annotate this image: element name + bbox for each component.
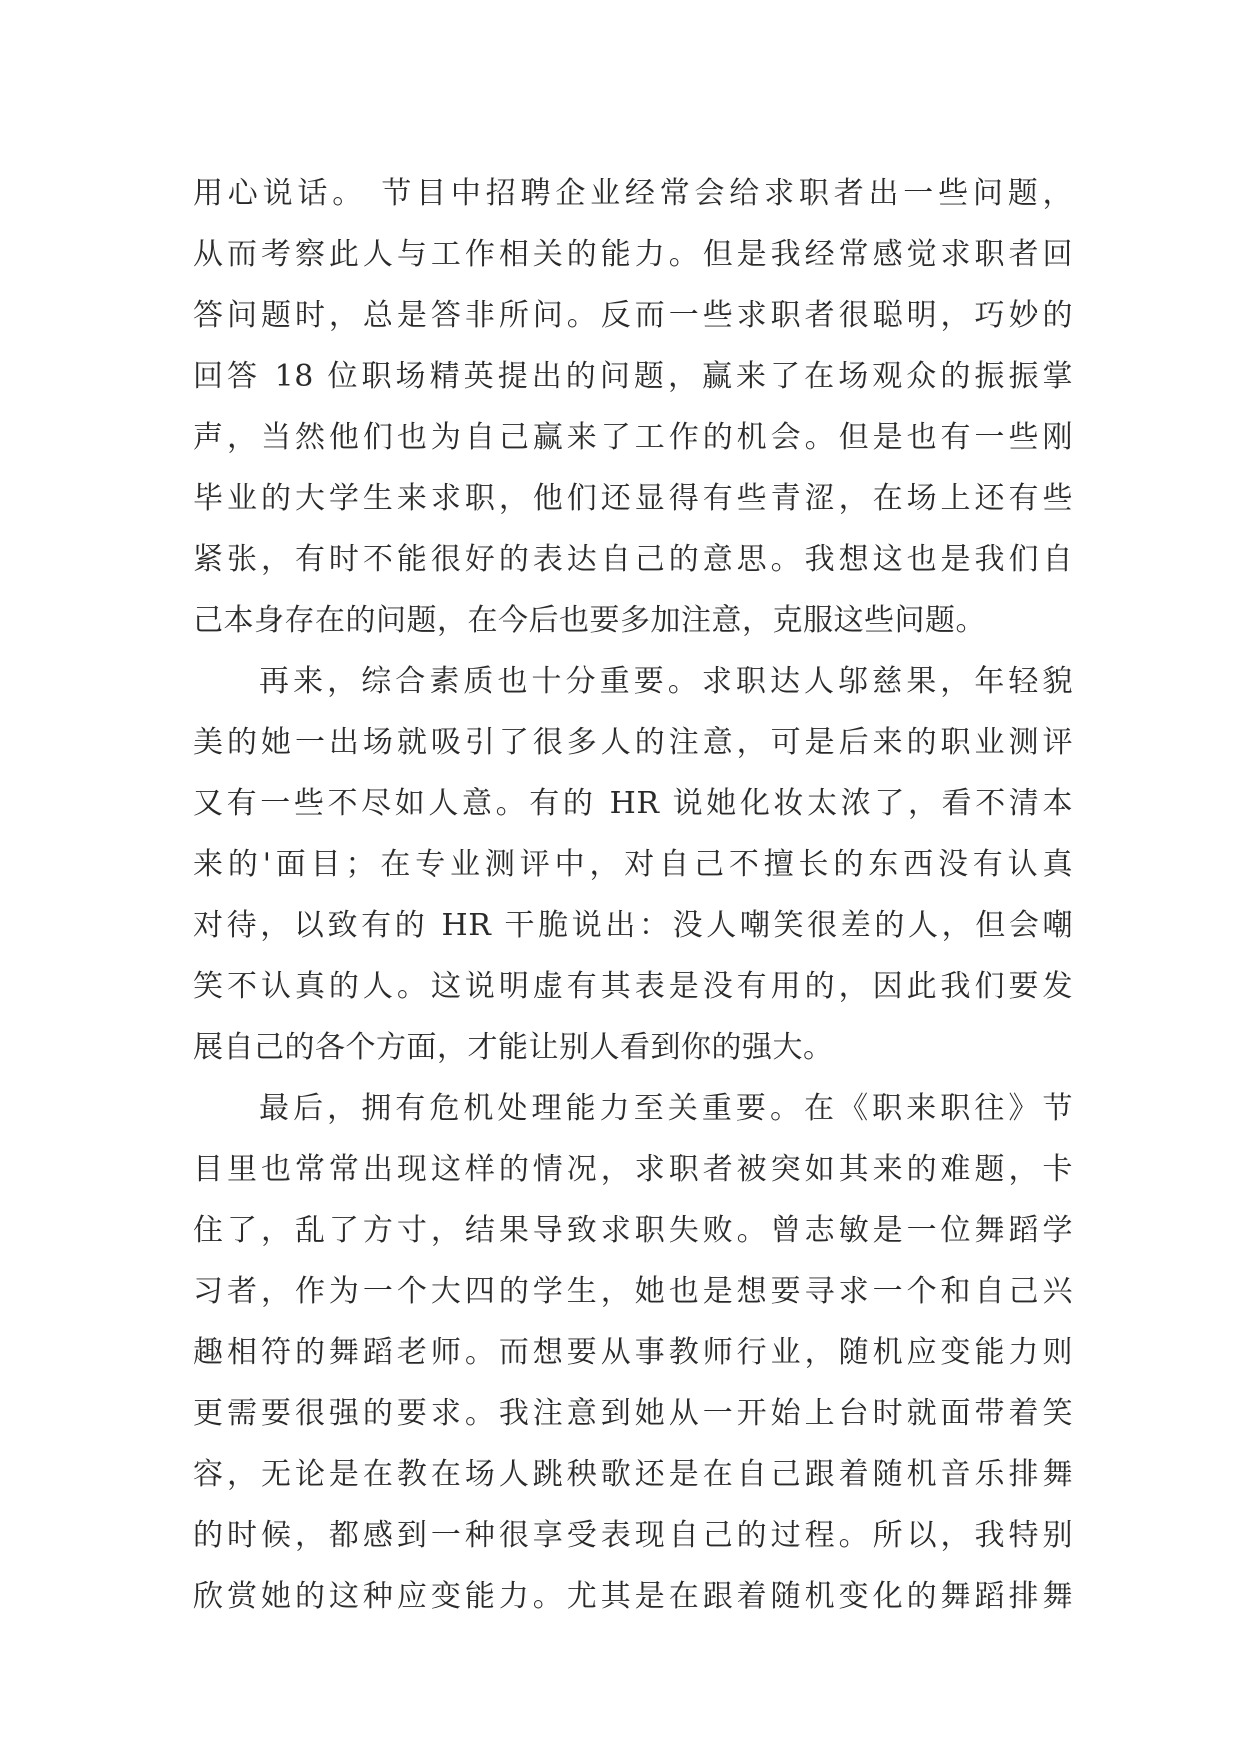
text-line: 回答 18 位职场精英提出的问题，赢来了在场观众的振振掌 [193, 359, 1073, 394]
text-line: 己本身存在的问题，在今后也要多加注意，克服这些问题。 [193, 603, 986, 638]
text-line: 趣相符的舞蹈老师。而想要从事教师行业，随机应变能力则 [193, 1335, 1073, 1370]
text-line: 声，当然他们也为自己赢来了工作的机会。但是也有一些刚 [193, 420, 1073, 455]
text-line: 展自己的各个方面，才能让别人看到你的强大。 [193, 1030, 834, 1065]
text-line: 习者，作为一个大四的学生，她也是想要寻求一个和自己兴 [193, 1274, 1073, 1309]
text-line: 又有一些不尽如人意。有的 HR 说她化妆太浓了，看不清本 [193, 786, 1073, 821]
text-line: 答问题时，总是答非所问。反而一些求职者很聪明，巧妙的 [193, 298, 1073, 333]
text-line: 美的她一出场就吸引了很多人的注意，可是后来的职业测评 [193, 725, 1073, 760]
text-line: 欣赏她的这种应变能力。尤其是在跟着随机变化的舞蹈排舞 [193, 1579, 1073, 1614]
paragraph-first-line: 再来，综合素质也十分重要。求职达人邬慈果，年轻貌 [259, 664, 1073, 699]
paragraph-first-line: 最后，拥有危机处理能力至关重要。在《职来职往》节 [259, 1091, 1073, 1126]
text-line: 从而考察此人与工作相关的能力。但是我经常感觉求职者回 [193, 237, 1073, 272]
text-line: 紧张，有时不能很好的表达自己的意思。我想这也是我们自 [193, 542, 1073, 577]
text-line: 来的'面目；在专业测评中，对自己不擅长的东西没有认真 [193, 847, 1073, 882]
text-line: 容，无论是在教在场人跳秧歌还是在自己跟着随机音乐排舞 [193, 1457, 1073, 1492]
text-line: 的时候，都感到一种很享受表现自己的过程。所以，我特别 [193, 1518, 1073, 1553]
text-line: 更需要很强的要求。我注意到她从一开始上台时就面带着笑 [193, 1396, 1073, 1431]
text-line: 毕业的大学生来求职，他们还显得有些青涩，在场上还有些 [193, 481, 1073, 516]
text-line: 笑不认真的人。这说明虚有其表是没有用的，因此我们要发 [193, 969, 1073, 1004]
text-line: 用心说话。 节目中招聘企业经常会给求职者出一些问题， [193, 176, 1073, 211]
text-line: 目里也常常出现这样的情况，求职者被突如其来的难题，卡 [193, 1152, 1073, 1187]
text-line: 住了，乱了方寸，结果导致求职失败。曾志敏是一位舞蹈学 [193, 1213, 1073, 1248]
body-text [193, 163, 1073, 1627]
text-line: 对待，以致有的 HR 干脆说出：没人嘲笑很差的人，但会嘲 [193, 908, 1073, 943]
